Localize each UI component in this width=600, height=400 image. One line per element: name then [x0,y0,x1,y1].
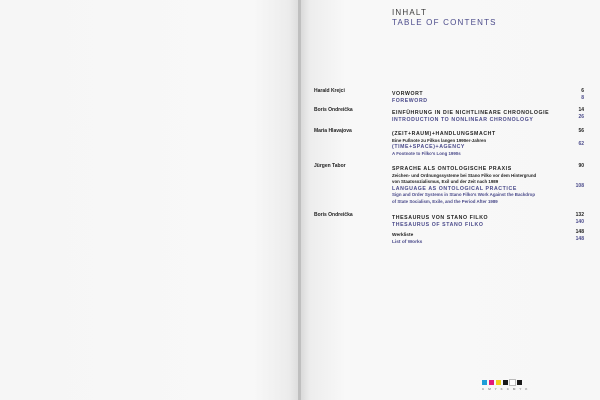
toc-lines [392,88,584,104]
toc-lines [392,128,584,154]
toc-line [392,88,584,95]
toc-author: Harald Krejci [314,88,345,94]
toc-line-title: List of Works [392,239,423,245]
toc-line [392,212,584,219]
heading-title-de: INHALT [392,8,428,17]
toc-author: Jürgen Tabor [314,163,346,169]
toc-line [392,236,584,243]
toc-line-title: of State Socialism, Exile, and the Period After 1989 [392,198,498,204]
color-swatch [482,380,487,385]
toc-line-title: Sign and Order Systems in Stano Filko's Work Against the Backdrop [392,192,536,198]
toc-line-title: FOREWORD [392,97,428,104]
toc-lines [392,212,584,245]
toc-line [392,163,584,170]
toc-line-title: EINFÜHRUNG IN DIE NICHTLINEARE CHRONOLOGIE [392,110,550,116]
toc-line [392,107,584,114]
color-bar-label: C M Y K C M Y K [482,387,529,391]
toc-line-title: VORWORT [392,91,424,97]
toc-line-title: Zeichen- und Ordnungssysteme bei Stano Filko vor dem Hintergrund [392,172,537,178]
toc-author: Maria Hlavajova [314,128,352,134]
toc-line [392,141,584,151]
toc-line-title: SPRACHE ALS ONTOLOGISCHE PRAXIS [392,166,512,172]
toc-lines [392,163,584,203]
toc-page-number: 90 [578,163,584,169]
toc-page-number: 14 [578,107,584,113]
toc-line-title: Eine Fußnote zu Filkos langen 1990er-Jahren [392,137,487,143]
toc-line-title: A Footnote to Filko's Long 1990s [392,150,461,156]
toc-author: Boris Ondreička [314,212,353,218]
toc-page-number: 8 [581,94,584,101]
print-color-bar [482,380,522,385]
toc-line [392,170,584,177]
color-swatch [510,380,515,385]
color-swatch [496,380,501,385]
toc-line-title: THESAURUS VON STANO FILKO [392,215,489,221]
toc-page-number: 26 [578,113,584,120]
toc-line [392,148,584,155]
toc-line [392,95,584,102]
toc-heading [392,8,497,28]
toc-page-number: 140 [575,218,584,225]
toc-page-number: 56 [578,128,584,134]
toc-line [392,196,584,203]
toc-page-number: 6 [581,88,584,94]
toc-line-title: INTRODUCTION TO NONLINEAR CHRONOLOGY [392,116,534,123]
toc-line-title: THESAURUS OF STANO FILKO [392,221,484,228]
toc-lines [392,107,584,123]
toc-line [392,176,584,183]
toc-page-number: 108 [575,182,584,189]
toc-line-title: LANGUAGE AS ONTOLOGICAL PRACTICE [392,185,517,192]
toc-line-title: (ZEIT+RAUM)+HANDLUNGSMACHT [392,131,496,137]
toc-page-number: 148 [575,235,584,242]
left-page [0,0,298,400]
toc-line [392,189,584,196]
toc-line [392,128,584,135]
toc-author: Boris Ondreička [314,107,353,113]
color-swatch [503,380,508,385]
toc-line-title: Werkliste [392,233,414,239]
toc-line [392,135,584,142]
toc-page-number: 132 [575,212,584,218]
toc-line [392,219,584,226]
toc-line-title: (TIME+SPACE)+AGENCY [392,144,465,151]
toc-line [392,183,584,190]
toc-line [392,114,584,121]
color-swatch [517,380,522,385]
heading-title-en: TABLE OF CONTENTS [392,18,497,27]
toc-page-number: 148 [575,229,584,236]
color-swatch [489,380,494,385]
toc-page-number: 62 [578,141,584,148]
toc-line-title: von Staatssozialismus, Exil und der Zeit nach 1989 [392,179,499,185]
toc-line [392,229,584,239]
